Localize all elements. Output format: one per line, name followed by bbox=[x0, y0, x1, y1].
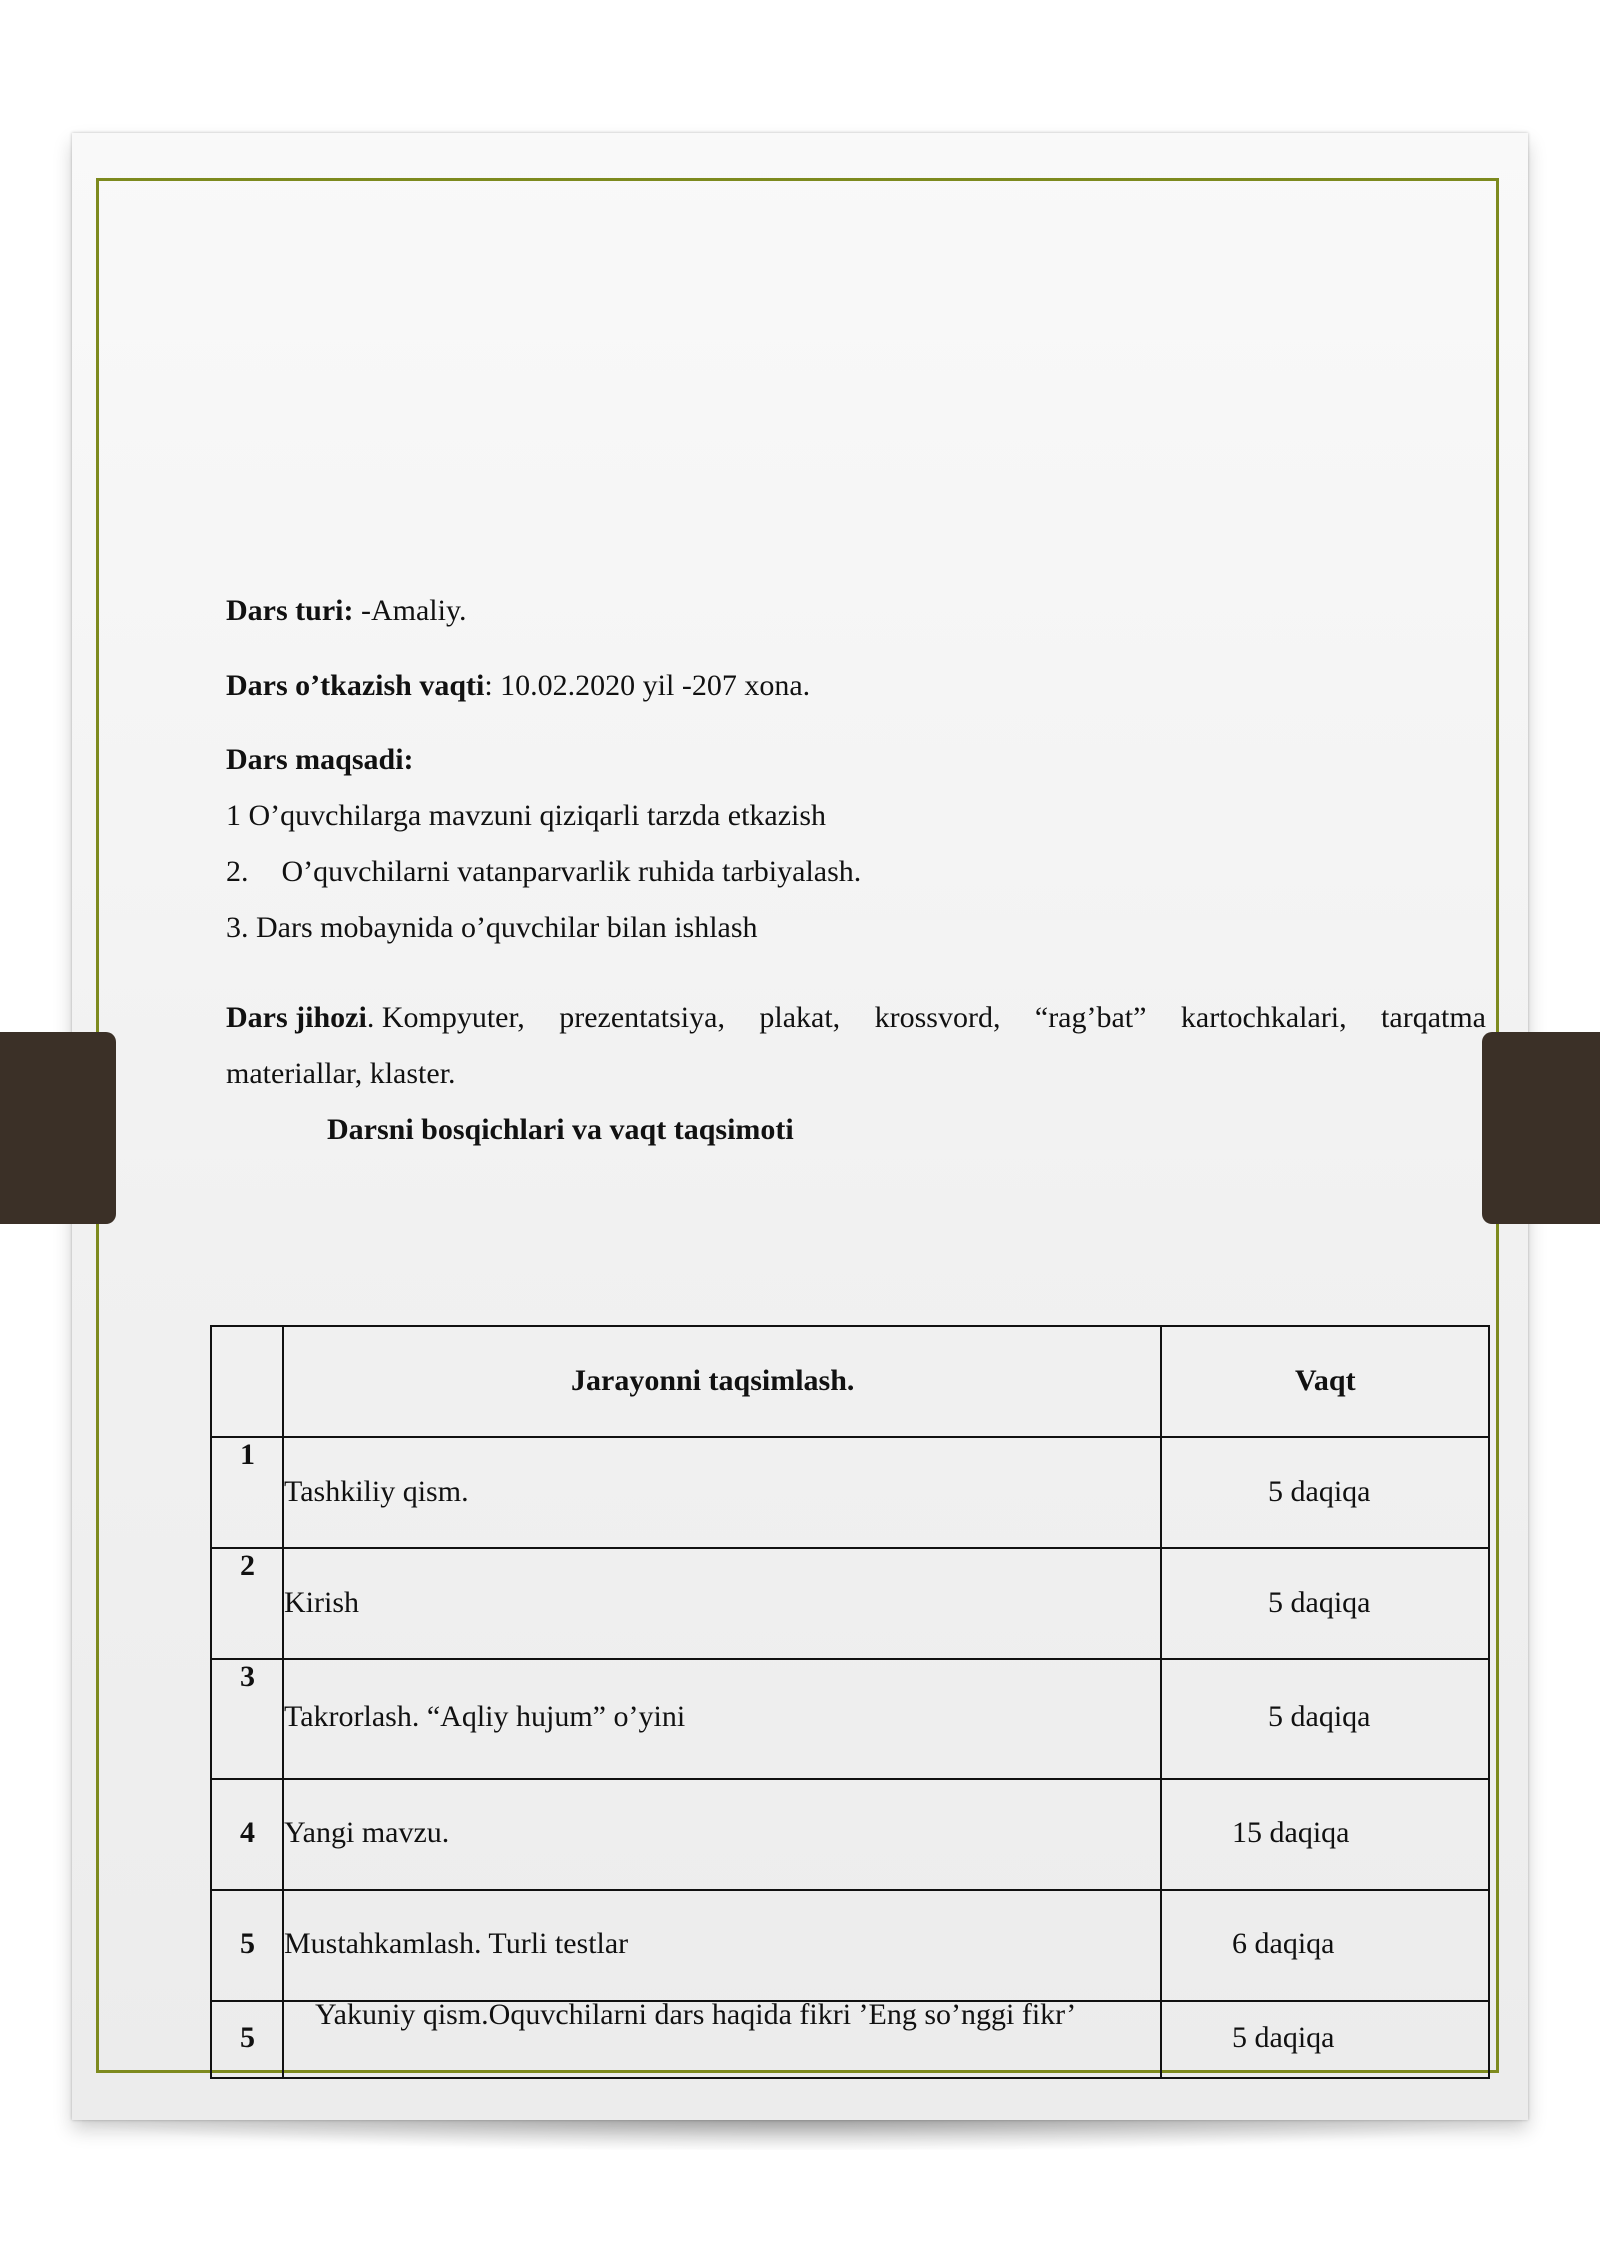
lesson-time-label: Dars o’tkazish vaqti bbox=[226, 669, 485, 702]
row-stage: Yakuniy qism.Oquvchilarni dars haqida fikri ’Eng so’nggi fikr’ bbox=[315, 1998, 1077, 2031]
stages-table bbox=[210, 1325, 1490, 2079]
equipment-continuation: materiallar, klaster. bbox=[226, 1057, 456, 1090]
equipment-word: tarqatma bbox=[1381, 1001, 1486, 1034]
lesson-time-value: : 10.02.2020 yil -207 xona. bbox=[484, 669, 811, 702]
row-time: 5 daqiqa bbox=[1268, 1475, 1371, 1508]
row-time-cell bbox=[1161, 1890, 1489, 2001]
equipment-first-word bbox=[226, 999, 525, 1037]
header-stage-label: Jarayonni taqsimlash. bbox=[571, 1364, 855, 1397]
row-stage-cell bbox=[283, 1659, 1161, 1779]
row-number: 4 bbox=[240, 1816, 255, 1849]
row-number-cell bbox=[211, 1779, 283, 1890]
row-number: 1 bbox=[240, 1438, 255, 1471]
row-stage-cell bbox=[283, 1998, 1161, 2078]
row-time-cell bbox=[1161, 1659, 1489, 1779]
equipment-word: plakat, bbox=[759, 1001, 841, 1034]
row-time: 15 daqiqa bbox=[1232, 1816, 1350, 1849]
row-stage: Kirish bbox=[284, 1586, 359, 1619]
header-cell-number bbox=[211, 1326, 283, 1437]
goal-item-2 bbox=[226, 853, 861, 891]
table-row bbox=[211, 1659, 1489, 1779]
lesson-goal-label: Dars maqsadi: bbox=[226, 743, 414, 776]
row-number: 2 bbox=[240, 1549, 255, 1582]
goal-item-2-number: 2. bbox=[226, 855, 249, 888]
left-decorative-band bbox=[0, 1032, 116, 1224]
right-decorative-band bbox=[1482, 1032, 1600, 1224]
goal-item-3: 3. Dars mobaynida o’quvchilar bilan ishlash bbox=[226, 911, 758, 944]
row-stage: Tashkiliy qism. bbox=[284, 1475, 469, 1508]
row-time-cell bbox=[1161, 1779, 1489, 1890]
table-row bbox=[211, 2001, 1489, 2078]
lesson-time bbox=[226, 667, 810, 705]
row-stage: Yangi mavzu. bbox=[284, 1816, 450, 1849]
row-time: 5 daqiqa bbox=[1232, 2021, 1335, 2054]
goal-item-2-text: O’quvchilarni vatanparvarlik ruhida tarbiyalash. bbox=[281, 855, 862, 888]
row-time: 5 daqiqa bbox=[1268, 1586, 1371, 1619]
table-row bbox=[211, 1890, 1489, 2001]
equipment-word: . Kompyuter, bbox=[366, 1001, 525, 1034]
row-time-cell bbox=[1161, 1548, 1489, 1659]
row-stage-cell bbox=[283, 1890, 1161, 2001]
row-time-cell bbox=[1161, 1437, 1489, 1548]
row-stage-cell bbox=[283, 1779, 1161, 1890]
row-time: 6 daqiqa bbox=[1232, 1927, 1335, 1960]
row-number: 5 bbox=[240, 2021, 255, 2054]
equipment-word: prezentatsiya, bbox=[559, 1001, 725, 1034]
row-stage: Mustahkamlash. Turli testlar bbox=[284, 1927, 629, 1960]
row-number-cell bbox=[211, 1659, 283, 1779]
row-number: 3 bbox=[240, 1660, 255, 1693]
table-row bbox=[211, 1779, 1489, 1890]
header-time-label: Vaqt bbox=[1295, 1364, 1356, 1397]
header-cell-time bbox=[1161, 1326, 1489, 1437]
row-stage: Takrorlash. “Aqliy hujum” o’yini bbox=[284, 1700, 686, 1733]
row-stage-cell bbox=[283, 1437, 1161, 1548]
equipment-line bbox=[226, 999, 1486, 1037]
row-number-cell bbox=[211, 1548, 283, 1659]
equipment-word: kartochkalari, bbox=[1180, 1001, 1347, 1034]
row-time-cell bbox=[1161, 2001, 1489, 2078]
equipment-label: Dars jihozi bbox=[226, 1001, 367, 1034]
table-row bbox=[211, 1548, 1489, 1659]
equipment-word: krossvord, bbox=[874, 1001, 1001, 1034]
goal-item-1: 1 O’quvchilarga mavzuni qiziqarli tarzda etkazish bbox=[226, 799, 827, 832]
lesson-type-label: Dars turi: bbox=[226, 594, 354, 627]
table-row bbox=[211, 1437, 1489, 1548]
row-time: 5 daqiqa bbox=[1268, 1700, 1371, 1733]
lesson-type-value: -Amaliy. bbox=[353, 594, 467, 627]
row-stage-cell bbox=[283, 1548, 1161, 1659]
row-number-cell bbox=[211, 2001, 283, 2078]
table-header-row bbox=[211, 1326, 1489, 1437]
row-number-cell bbox=[211, 1890, 283, 2001]
equipment-word: “rag’bat” bbox=[1034, 1001, 1147, 1034]
header-cell-stage bbox=[283, 1326, 1161, 1437]
row-number-cell bbox=[211, 1437, 283, 1548]
stages-title: Darsni bosqichlari va vaqt taqsimoti bbox=[327, 1113, 794, 1146]
lesson-type bbox=[226, 592, 467, 630]
row-number: 5 bbox=[240, 1927, 255, 1960]
